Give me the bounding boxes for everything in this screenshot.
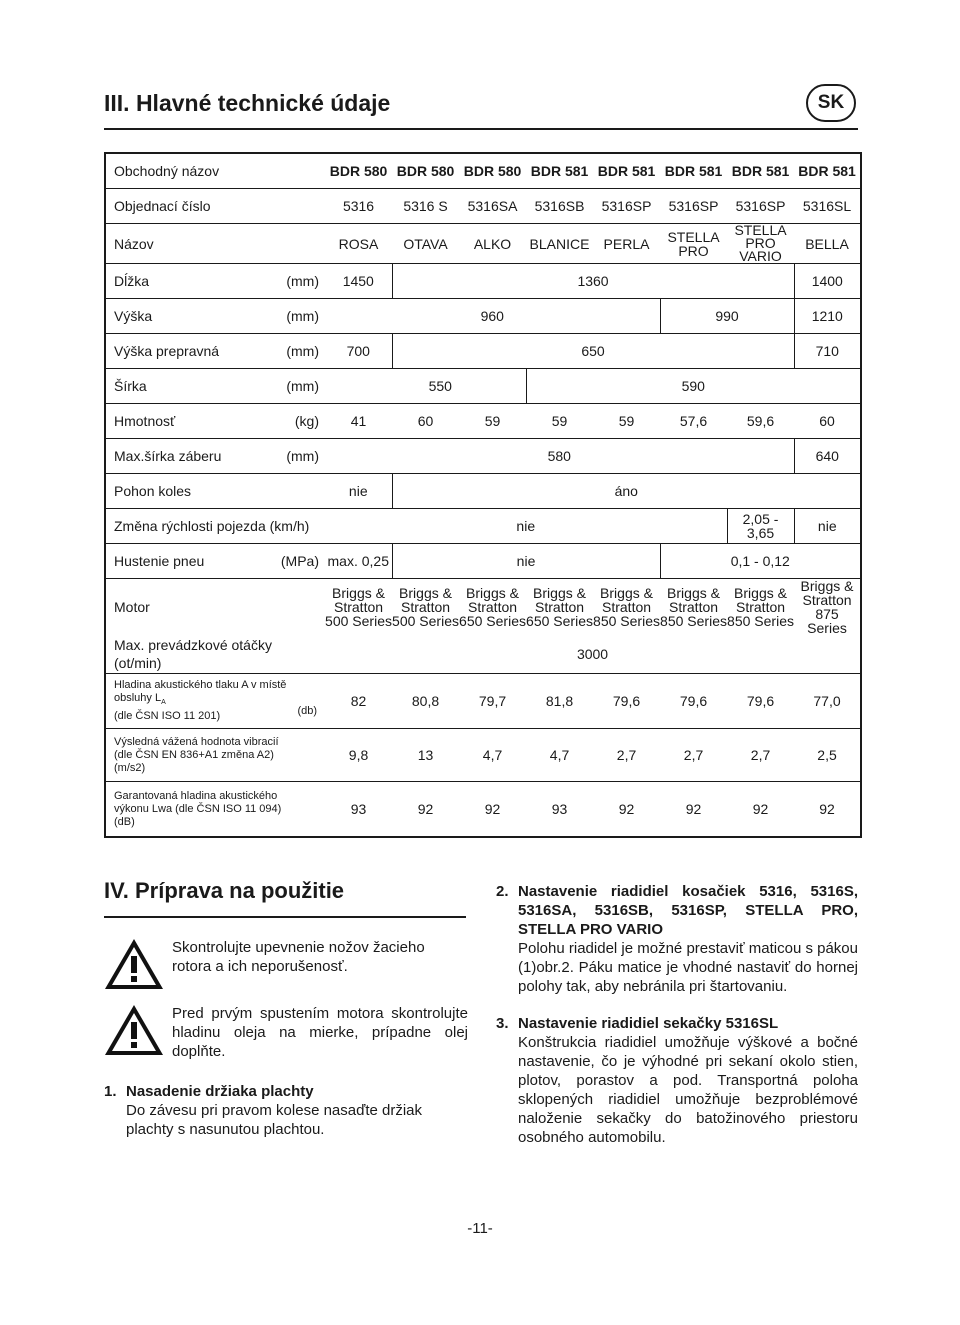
vibration-value: 2,7 (593, 729, 660, 782)
noise-value: 79,6 (727, 674, 794, 729)
value-cell: 580 (325, 439, 794, 474)
model-name: STELLA PRO (660, 224, 727, 264)
engine-brand: Briggs & (399, 585, 452, 601)
engine-brand: Stratton (602, 599, 652, 615)
section-rule (104, 916, 466, 918)
engine-brand: Stratton (468, 599, 518, 615)
header-rule (104, 128, 858, 130)
row-sirka (105, 369, 861, 404)
warning-block-1 (104, 938, 468, 990)
item-number: 1. (104, 1083, 117, 1100)
weight-value: 59 (593, 404, 660, 439)
power-level-value: 92 (727, 782, 794, 838)
engine-series: 650 Series (459, 613, 526, 629)
unit-mm: (mm) (269, 264, 325, 299)
label-garantovana (105, 782, 325, 838)
engine-series: 875 Series (807, 606, 847, 636)
engine-series: 500 Series (392, 613, 459, 629)
engine-brand: Stratton (736, 599, 786, 615)
value-cell: 2,05 - 3,65 (727, 509, 794, 544)
page-number: -11- (467, 1220, 493, 1237)
value-cell: 640 (794, 439, 861, 474)
row-motor (105, 579, 861, 636)
order-number: 5316SB (526, 189, 593, 224)
weight-value: 57,6 (660, 404, 727, 439)
label-otacky-line: Max. prevádzkové otáčky (114, 637, 272, 653)
label-line: obsluhy L (114, 692, 162, 705)
label-line: (dle ČSN ISO 11 201) (114, 709, 221, 722)
model-cell: BDR 581 (664, 163, 723, 179)
power-level-value: 93 (526, 782, 593, 838)
label-line: Výsledná vážená hodnota vibracií (114, 735, 279, 748)
label-otacky-unit: (ot/min) (114, 655, 162, 671)
row-garantovana (105, 782, 861, 838)
engine-cell (727, 579, 794, 636)
row-obchodny-nazov (105, 153, 861, 189)
unit-mm: (mm) (269, 299, 325, 334)
value-cell: max. 0,25 (325, 544, 392, 579)
value-cell: 590 (526, 369, 861, 404)
instruction-item (104, 1082, 466, 1139)
noise-value: 81,8 (526, 674, 593, 729)
item-heading: Nasadenie držiaka plachty (126, 1083, 314, 1100)
warning-text: Pred prvým spustením motora skontrolujte hladinu oleja na mierke, prípadne olej doplňte. (172, 1005, 468, 1060)
engine-series: 650 Series (526, 613, 593, 629)
engine-brand: Briggs & (332, 585, 385, 601)
vibration-value: 13 (392, 729, 459, 782)
power-level-value: 92 (459, 782, 526, 838)
row-vibracie (105, 729, 861, 782)
engine-series: 500 Series (325, 613, 392, 629)
warning-block-2 (104, 1004, 468, 1061)
noise-value: 79,7 (459, 674, 526, 729)
warning-triangle-icon (104, 1004, 164, 1056)
row-vyska (105, 299, 861, 334)
instruction-item (496, 1014, 858, 1147)
engine-brand: Briggs & (667, 585, 720, 601)
value-cell: 990 (660, 299, 794, 334)
unit-db: (db) (297, 705, 318, 717)
noise-value: 82 (325, 674, 392, 729)
label-line: (m/s2) (114, 761, 146, 774)
value-cell: 3000 (576, 646, 609, 662)
item-text: Konštrukcia riadidiel umožňuje výškové a bočné nastavenie, čo je výhodné pri sekaní okolo stien, plotov, porastov a pod. Transportná poloha sklopených riadidiel umožňuje bezproblémové naloženie sekačky do batožinového priestoru osobného automobilu. (518, 1034, 858, 1146)
row-pohon (105, 474, 861, 509)
unit-kg: (kg) (269, 404, 325, 439)
order-number: 5316SL (794, 189, 861, 224)
order-number: 5316 (325, 189, 392, 224)
vibration-value: 2,5 (794, 729, 861, 782)
value-cell: nie (325, 509, 727, 544)
noise-value: 79,6 (660, 674, 727, 729)
label-vyska-prepravna: Výška prepravná (105, 334, 269, 369)
engine-brand: Stratton (334, 599, 384, 615)
label-nazov: Názov (105, 224, 325, 264)
vibration-value: 4,7 (526, 729, 593, 782)
weight-value: 60 (794, 404, 861, 439)
unit-mm: (mm) (269, 334, 325, 369)
instruction-item (496, 882, 858, 996)
row-zmena (105, 509, 861, 544)
model-cell: BDR 581 (798, 163, 856, 179)
model-cell: BDR 580 (463, 163, 522, 179)
engine-brand: Briggs & (800, 578, 854, 594)
weight-value: 41 (325, 404, 392, 439)
page-title: III. Hlavné technické údaje (104, 90, 391, 116)
value-cell: 0,1 - 0,12 (660, 544, 861, 579)
order-number: 5316SP (660, 189, 727, 224)
spec-table (104, 152, 862, 838)
right-column (496, 882, 858, 1165)
row-hladina (105, 674, 861, 729)
power-level-value: 92 (593, 782, 660, 838)
unit-mm: (mm) (269, 369, 325, 404)
order-number: 5316SP (727, 189, 794, 224)
value-cell: 1360 (392, 264, 794, 299)
value-cell: 550 (325, 369, 526, 404)
weight-value: 59,6 (727, 404, 794, 439)
engine-cell (593, 579, 660, 636)
engine-brand: Briggs & (734, 585, 787, 601)
label-zmena: Změna rýchlosti pojezda (km/h) (105, 509, 325, 544)
label-vyska: Výška (105, 299, 269, 334)
language-badge: SK (806, 84, 856, 122)
section-title: IV. Príprava na použitie (104, 878, 345, 903)
row-zaber (105, 439, 861, 474)
engine-brand: Briggs & (466, 585, 519, 601)
item-text: Polohu riadidel je možné prestaviť maticou s pákou (1)obr.2. Páku matice je vhodné nastaviť do hornej polohy tak, aby nebránila pri štartovaniu. (518, 940, 858, 995)
engine-cell (325, 579, 392, 636)
noise-value: 79,6 (593, 674, 660, 729)
noise-value: 77,0 (794, 674, 861, 729)
row-hmotnost (105, 404, 861, 439)
power-level-value: 92 (392, 782, 459, 838)
row-nazov (105, 224, 861, 264)
item-number: 3. (496, 1015, 509, 1032)
label-objednaci: Objednací číslo (105, 189, 325, 224)
label-line: Hladina akustického tlaku A v místě (114, 679, 287, 692)
value-cell: 650 (392, 334, 794, 369)
model-name: ROSA (325, 224, 392, 264)
value-cell: 960 (325, 299, 660, 334)
label-line: (dB) (114, 815, 135, 828)
model-name: OTAVA (392, 224, 459, 264)
label-hustenie: Hustenie pneu (105, 544, 269, 579)
unit-mm: (mm) (269, 439, 325, 474)
model-cell: BDR 580 (329, 163, 388, 179)
weight-value: 60 (392, 404, 459, 439)
item-number: 2. (496, 883, 509, 900)
warning-text: Skontrolujte upevnenie nožov žacieho rotora a ich neporušenosť. (172, 939, 425, 975)
left-column (104, 1082, 466, 1157)
model-cell: BDR 581 (731, 163, 790, 179)
order-number: 5316SA (459, 189, 526, 224)
power-level-value: 92 (794, 782, 861, 838)
row-hustenie (105, 544, 861, 579)
model-cell: BDR 580 (396, 163, 455, 179)
row-dlzka (105, 264, 861, 299)
value-cell: 710 (794, 334, 861, 369)
label-hladina (105, 674, 325, 729)
engine-series: 850 Series (727, 613, 794, 629)
engine-brand: Stratton (802, 592, 852, 608)
label-pohon: Pohon koles (105, 474, 325, 509)
engine-cell (459, 579, 526, 636)
label-sirka: Šírka (105, 369, 269, 404)
engine-brand: Briggs & (600, 585, 653, 601)
power-level-value: 93 (325, 782, 392, 838)
value-cell: áno (392, 474, 861, 509)
item-heading: Nastavenie riadidiel sekačky 5316SL (518, 1015, 779, 1032)
model-name: PERLA (593, 224, 660, 264)
vibration-value: 2,7 (660, 729, 727, 782)
item-text: Do závesu pri pravom kolese nasaďte držiak plachty s nasunutou plachtou. (126, 1102, 423, 1138)
value-cell: 1400 (794, 264, 861, 299)
label-obchodny: Obchodný názov (114, 163, 220, 179)
label-line: výkonu Lwa (dle ČSN ISO 11 094) (114, 802, 282, 815)
vibration-value: 4,7 (459, 729, 526, 782)
weight-value: 59 (526, 404, 593, 439)
engine-brand: Briggs & (533, 585, 586, 601)
model-name: STELLA PRO VARIO (727, 224, 794, 264)
label-dlzka: Dĺžka (105, 264, 269, 299)
model-cell: BDR 581 (530, 163, 589, 179)
engine-series: 850 Series (593, 613, 660, 629)
engine-cell (526, 579, 593, 636)
row-otacky (105, 635, 861, 674)
engine-brand: Stratton (535, 599, 585, 615)
value-cell: nie (325, 474, 392, 509)
subscript: A (161, 699, 166, 707)
order-number: 5316SP (593, 189, 660, 224)
value-cell: nie (392, 544, 660, 579)
label-line: Garantovaná hladina akustického (114, 789, 278, 802)
label-motor: Motor (105, 579, 325, 636)
noise-value: 80,8 (392, 674, 459, 729)
label-vibracie (105, 729, 325, 782)
vibration-value: 9,8 (325, 729, 392, 782)
power-level-value: 92 (660, 782, 727, 838)
warning-triangle-icon (104, 938, 164, 990)
label-line: (dle ČSN EN 836+A1 změna A2) (114, 748, 274, 761)
row-objednaci-cislo (105, 189, 861, 224)
engine-brand: Stratton (669, 599, 719, 615)
engine-cell (392, 579, 459, 636)
model-cell: BDR 581 (597, 163, 656, 179)
row-vyska-prepravna (105, 334, 861, 369)
value-cell: 700 (325, 334, 392, 369)
model-name: BELLA (794, 224, 861, 264)
weight-value: 59 (459, 404, 526, 439)
engine-brand: Stratton (401, 599, 451, 615)
engine-cell (660, 579, 727, 636)
engine-series: 850 Series (660, 613, 727, 629)
item-heading: Nastavenie riadidiel kosačiek 5316, 5316S, 5316SA, 5316SB, 5316SP, STELLA PRO, STELLA PRO VARIO (518, 883, 858, 938)
label-otacky (105, 635, 325, 674)
engine-cell (794, 579, 861, 636)
value-cell: 1210 (794, 299, 861, 334)
model-name: ALKO (459, 224, 526, 264)
order-number: 5316 S (392, 189, 459, 224)
model-name: BLANICE (526, 224, 593, 264)
label-zaber: Max.šírka záberu (105, 439, 269, 474)
value-cell: nie (794, 509, 861, 544)
unit-mpa: (MPa) (269, 544, 325, 579)
vibration-value: 2,7 (727, 729, 794, 782)
value-cell: 1450 (325, 264, 392, 299)
label-hmotnost: Hmotnosť (105, 404, 269, 439)
